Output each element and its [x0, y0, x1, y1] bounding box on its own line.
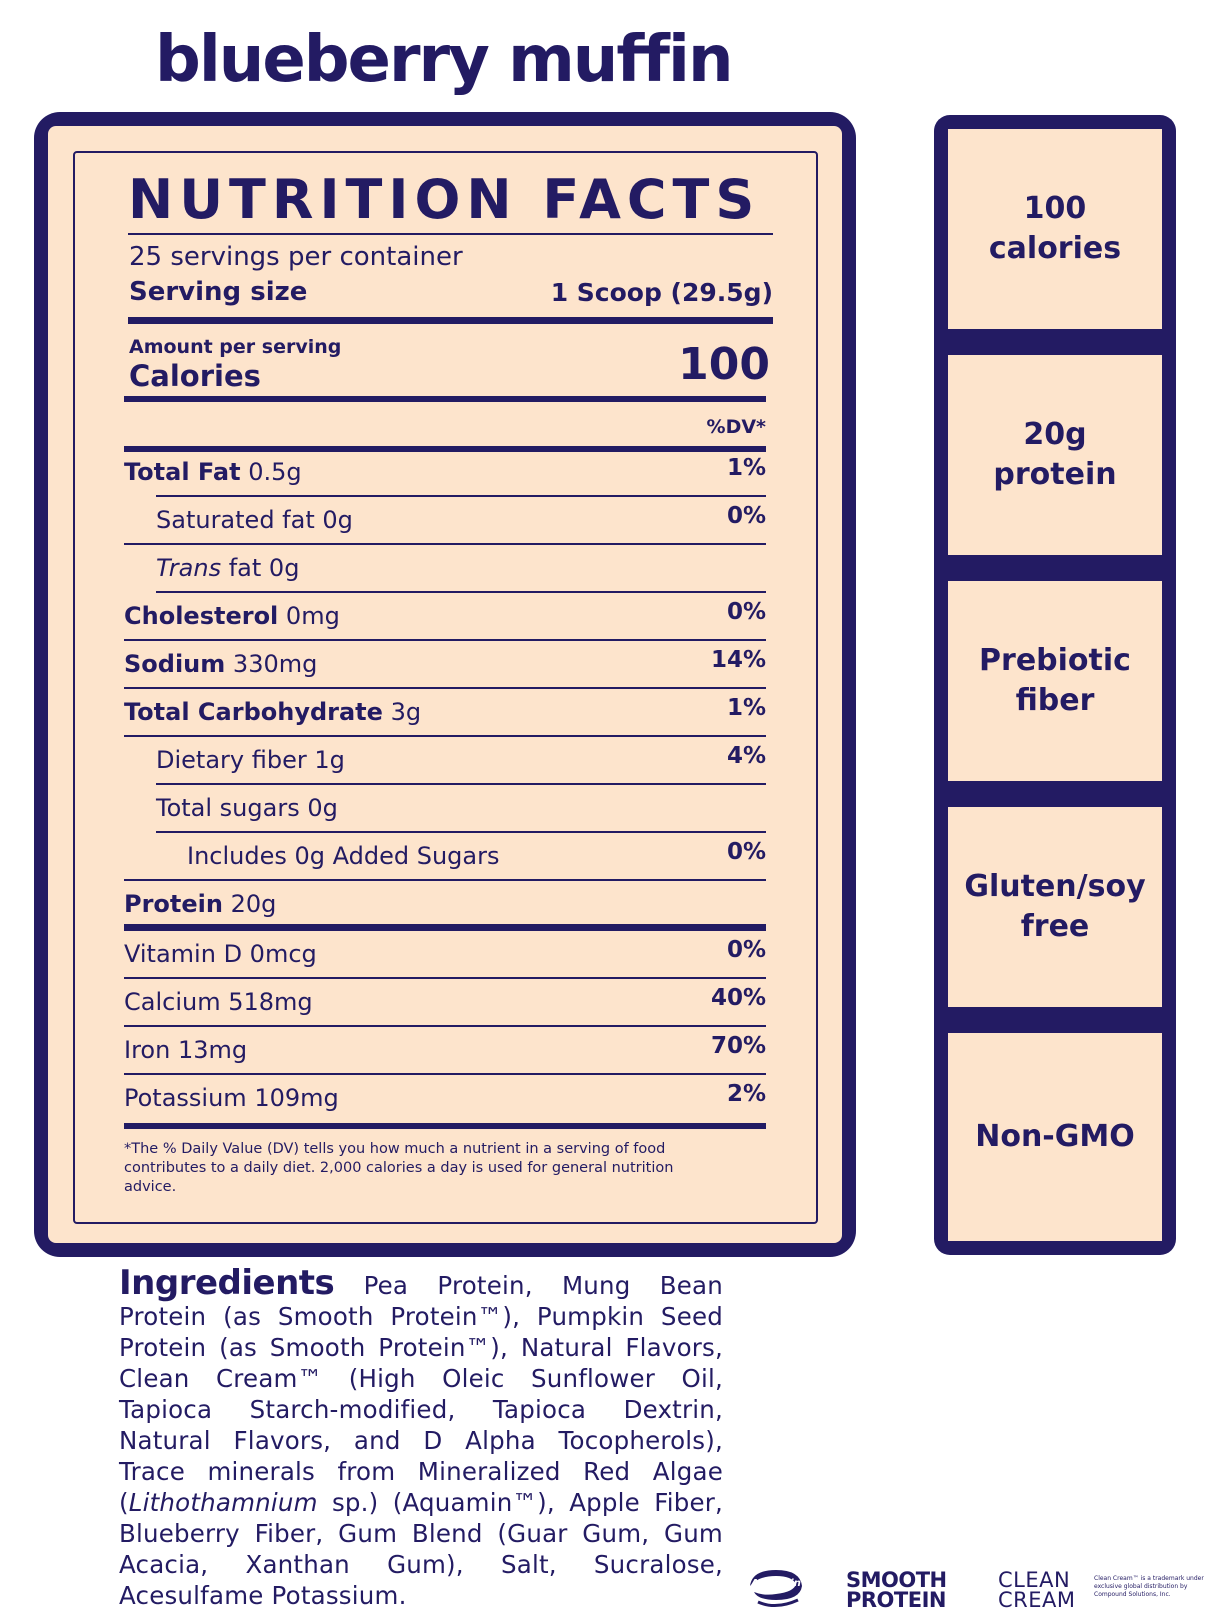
nutrition-facts-heading: NUTRITION FACTS [128, 168, 761, 231]
nutrient-dv: 0% [726, 503, 766, 529]
nutrient-dv: 0% [726, 599, 766, 625]
serving-size-label: Serving size [129, 277, 308, 307]
amount-per-serving: Amount per serving [129, 336, 342, 358]
clean-cream-logo: CLEAN CREAM [998, 1568, 1076, 1612]
nutrient-dv: 40% [710, 985, 766, 1011]
row-total-sugars [124, 785, 766, 833]
protein-rule [124, 924, 766, 931]
row-dietary-fiber [124, 737, 766, 785]
row-calcium [124, 979, 766, 1027]
row-cholesterol [124, 593, 766, 641]
row-trans-fat [124, 545, 766, 593]
badge-gluten-soy-free: Gluten/soy free [948, 807, 1162, 1007]
nutrient-name: Total Fat 0.5g [124, 458, 302, 486]
nutrient-name: Calcium 518mg [124, 988, 313, 1016]
nutrient-name: Saturated fat 0g [156, 506, 353, 534]
badge-protein: 20g protein [948, 355, 1162, 555]
nutrient-name: Vitamin D 0mcg [124, 940, 317, 968]
badge-non-gmo: Non-GMO [948, 1033, 1162, 1241]
row-saturated-fat [124, 497, 766, 545]
nutrient-name: Sodium 330mg [124, 650, 318, 678]
dv-header: %DV* [706, 416, 766, 438]
product-title: blueberry muffin [155, 23, 732, 97]
dv-footnote: *The % Daily Value (DV) tells you how much a nutrient in a serving of food contributes to a daily diet. 2,000 calories a day is used for general nutrition advice. [124, 1141, 674, 1195]
row-sodium [124, 641, 766, 689]
calories-value: 100 [678, 339, 770, 390]
aquamin-logo [748, 1566, 804, 1608]
nutrient-dv: 0% [726, 839, 766, 865]
nutrient-name: Iron 13mg [124, 1036, 248, 1064]
servings-per-container: 25 servings per container [129, 242, 463, 272]
smooth-protein-logo: SMOOTH PROTEIN [846, 1568, 947, 1612]
nutrient-dv: 2% [726, 1081, 766, 1107]
nutrient-name: Trans fat 0g [156, 554, 300, 582]
row-added-sugars [124, 833, 766, 881]
nutrient-dv: 70% [710, 1033, 766, 1059]
clean-cream-trademark-note: Clean Cream™ is a trademark under exclusive global distribution by Compound Solutions, Inc. [1094, 1575, 1204, 1598]
aquamin-wordmark: Aquamin [751, 1578, 801, 1589]
nutrient-name: Includes 0g Added Sugars [187, 842, 500, 870]
nutrient-name: Total sugars 0g [156, 794, 338, 822]
nutrient-name: Dietary fiber 1g [156, 746, 345, 774]
ingredients-text: Ingredients Pea Protein, Mung Bean Protein (as Smooth Protein™), Pumpkin Seed Protein (as Smooth Protein™), Natural Flavors, Clean Cream™ (High Oleic Sunflower Oil, Tapioca Starch-modified, Tapioca Dextrin, Natural Flavors, and D Alpha Tocopherols), Trace minerals from Mineralized Red Algae (Lithothamnium sp.) (Aquamin™), Apple Fiber, Blueberry Fiber, Gum Blend (Guar Gum, Gum Acacia, Xanthan Gum), Salt, Sucralose, Acesulfame Potassium. [119, 1263, 723, 1610]
nutrient-name: Protein 20g [124, 890, 277, 918]
row-total-fat [124, 449, 766, 497]
row-iron [124, 1027, 766, 1075]
nutrient-dv: 1% [726, 455, 766, 481]
nutrient-dv: 14% [710, 647, 766, 673]
nutrient-name: Total Carbohydrate 3g [124, 698, 422, 726]
calories-rule [124, 396, 766, 402]
serving-size-value: 1 Scoop (29.5g) [550, 278, 773, 307]
badge-calories: 100 calories [948, 129, 1162, 329]
row-vitamin-d [124, 931, 766, 979]
potassium-rule [124, 1123, 766, 1129]
nutrient-dv: 0% [726, 937, 766, 963]
row-protein [124, 881, 766, 929]
calories-label: Calories [129, 359, 261, 393]
row-potassium [124, 1075, 766, 1123]
badge-prebiotic-fiber: Prebiotic fiber [948, 581, 1162, 781]
ingredients-heading: Ingredients [119, 1263, 335, 1303]
nutrient-name: Cholesterol 0mg [124, 602, 340, 630]
row-total-carbohydrate [124, 689, 766, 737]
nutrient-dv: 4% [726, 743, 766, 769]
nutrient-dv: 1% [726, 695, 766, 721]
badges-column [934, 115, 1176, 1255]
nutrient-name: Potassium 109mg [124, 1084, 339, 1112]
heading-rule [128, 233, 773, 235]
serving-rule [128, 317, 773, 324]
